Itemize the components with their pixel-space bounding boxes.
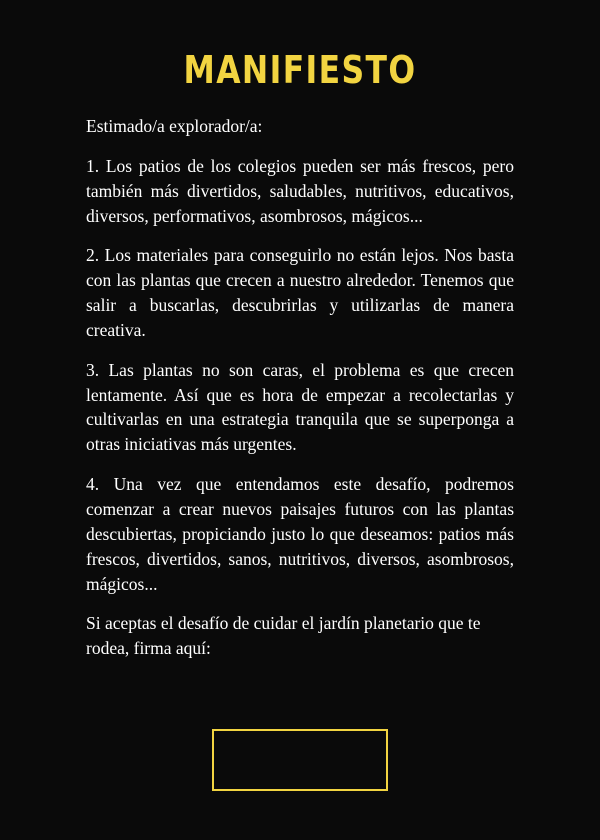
page-title: MANIFIESTO bbox=[183, 48, 417, 92]
signature-prompt: Si aceptas el desafío de cuidar el jardín planetario que te rodea, firma aquí: bbox=[86, 613, 481, 659]
signature-box[interactable] bbox=[212, 729, 388, 791]
paragraph-1: 1. Los patios de los colegios pueden ser más frescos, pero también más divertidos, saludables, nutritivos, educativos, diversos, performativos, asombrosos, mágicos... bbox=[86, 155, 514, 226]
paragraph-4: 4. Una vez que entendamos este desafío, podremos comenzar a crear nuevos paisajes futuros con las plantas descubiertas, propiciando justo lo que deseamos: patios más frescos, divertidos, sanos, nutritivos, diversos, asombrosos, mágicos... bbox=[86, 474, 514, 594]
paragraph-3: 3. Las plantas no son caras, el problema es que crecen lentamente. Así que es hora de empezar a recolectarlas y cultivarlas en una estrategia tranquila que se superponga a otras iniciativas más urgentes. bbox=[86, 359, 514, 455]
signature-area bbox=[0, 680, 600, 840]
greeting-text: Estimado/a explorador/a: bbox=[86, 116, 263, 136]
manifesto-body bbox=[0, 96, 600, 661]
paragraph-2: 2. Los materiales para conseguirlo no están lejos. Nos basta con las plantas que crecen a nuestro alrededor. Tenemos que salir a buscarlas, descubrirlas y utilizarlas de manera creativa. bbox=[86, 245, 514, 340]
